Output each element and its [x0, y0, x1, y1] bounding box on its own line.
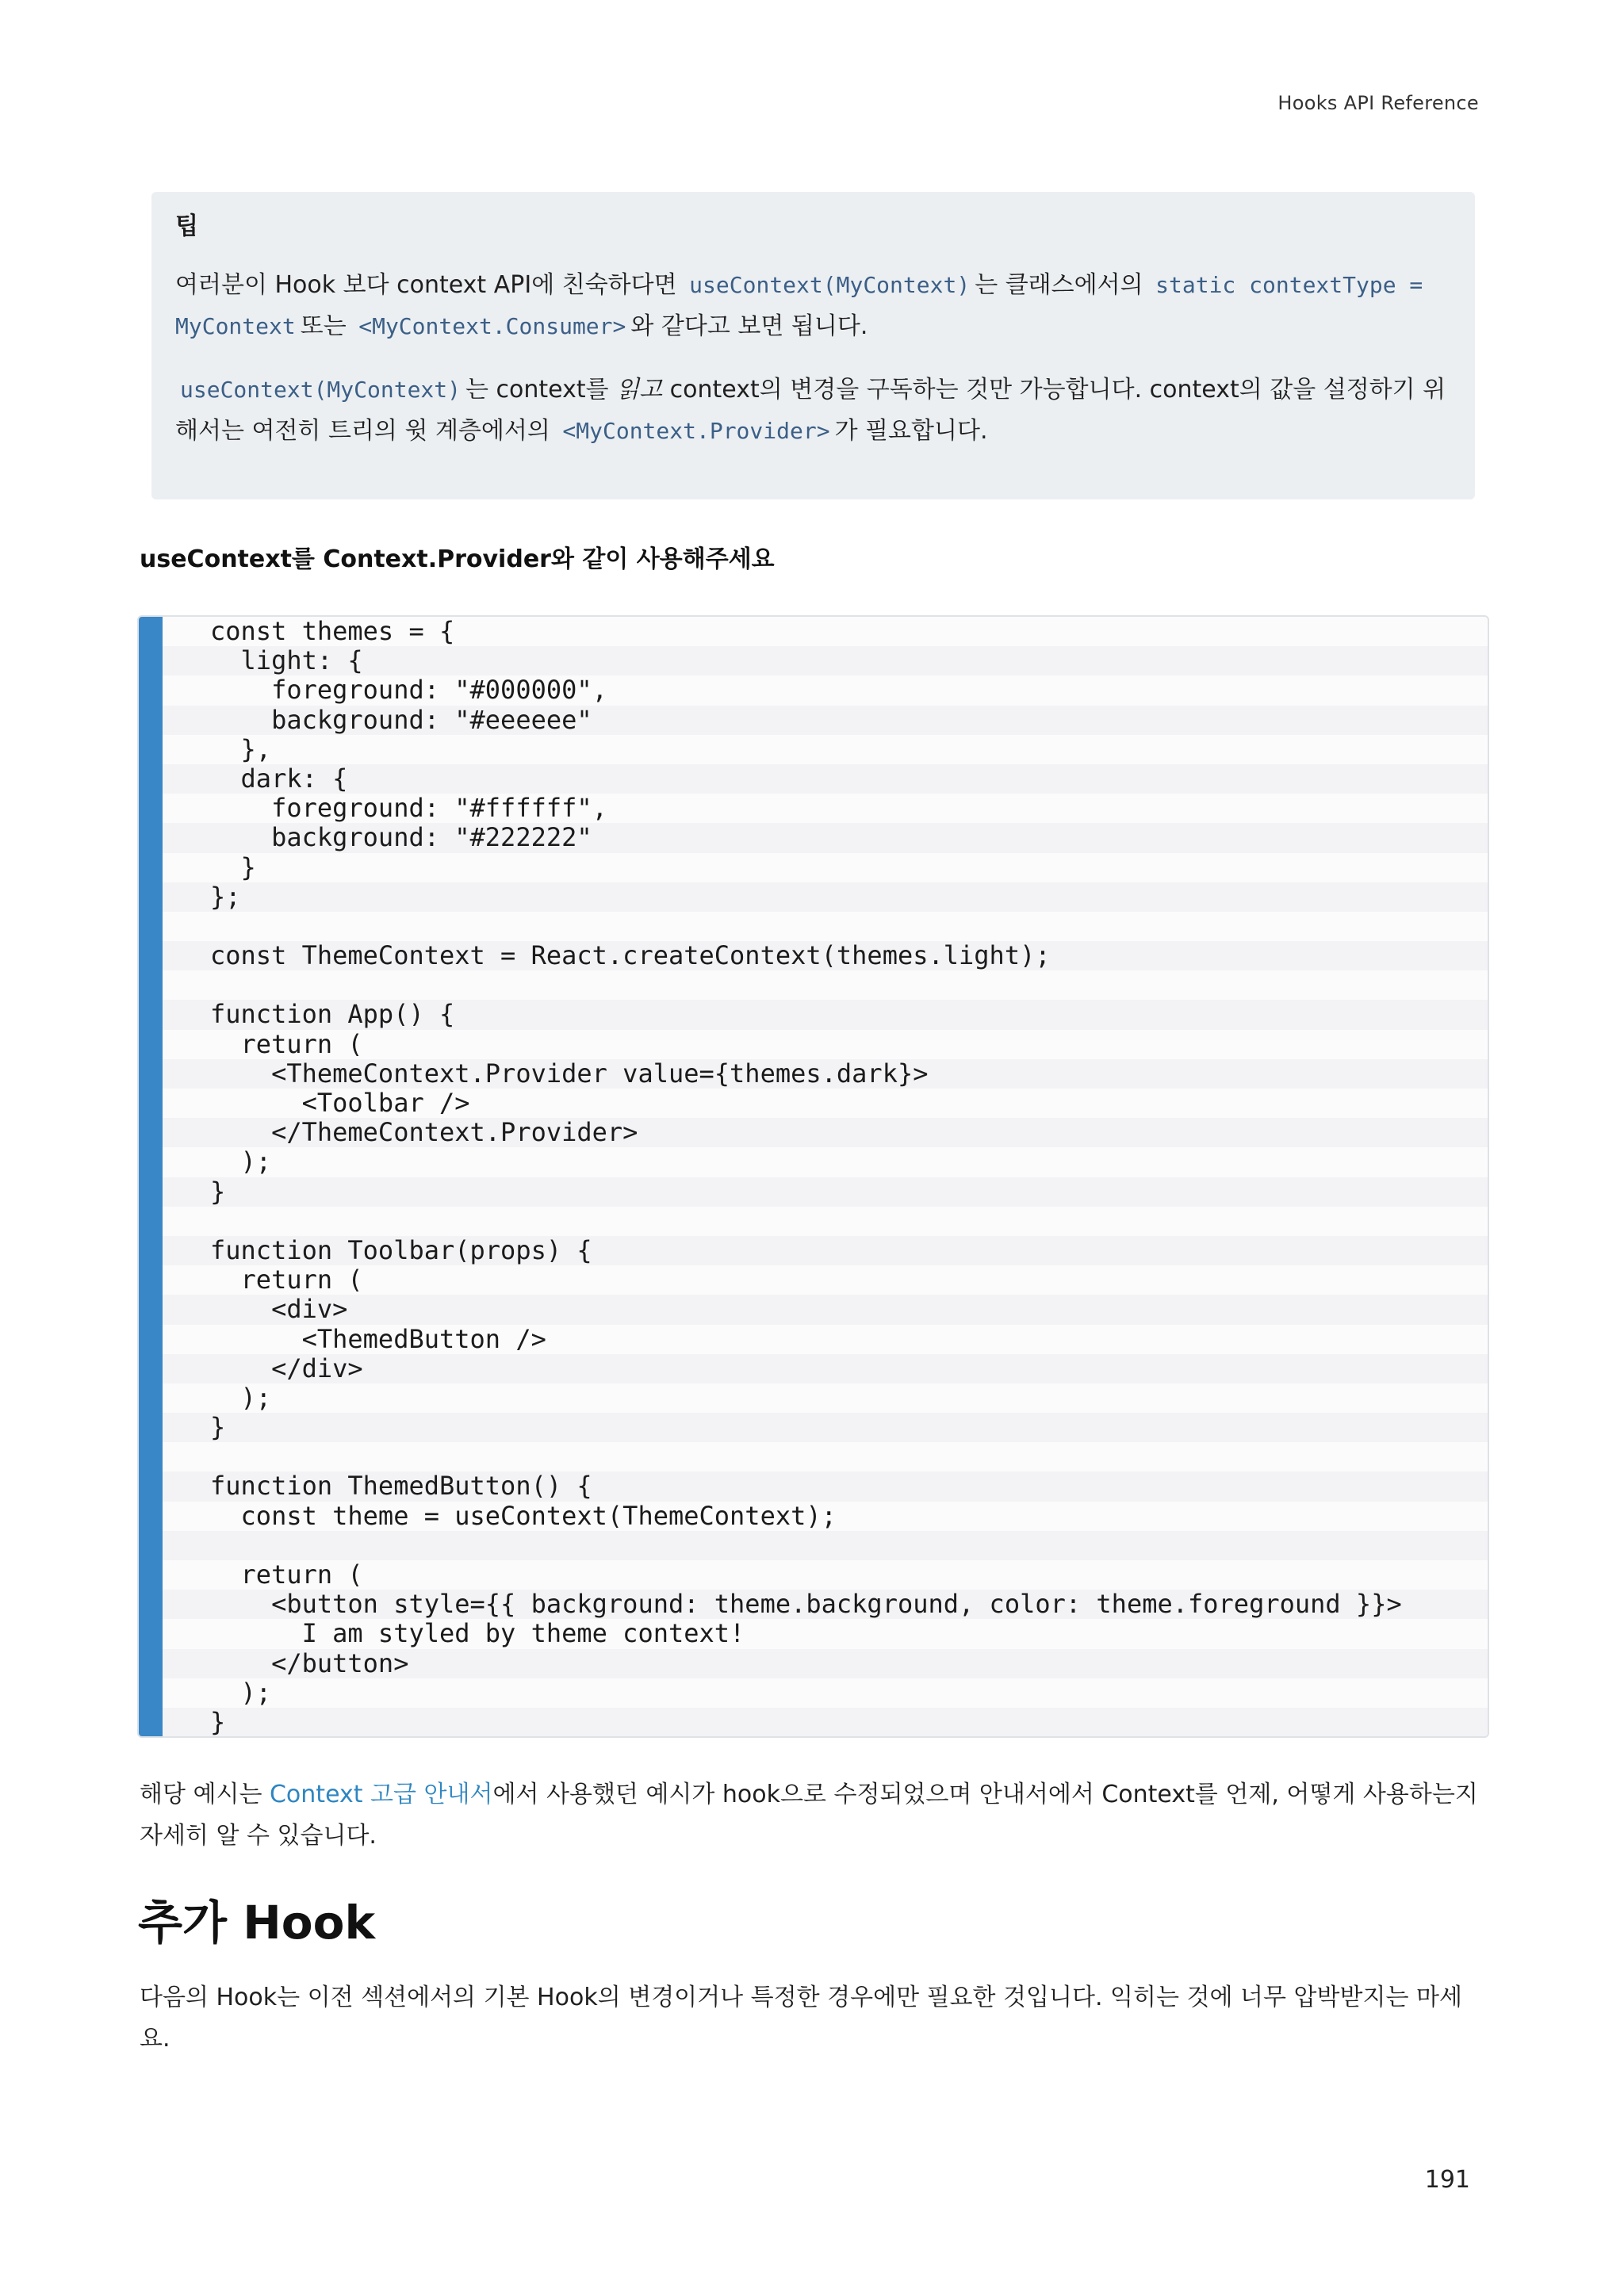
tip-paragraph-1 — [175, 265, 1450, 347]
code-line: ); — [210, 1677, 272, 1708]
code-line: </button> — [163, 1649, 1488, 1678]
code-line: function Toolbar(props) { — [163, 1236, 1488, 1265]
code-line: const theme = useContext(ThemeContext); — [210, 1500, 837, 1531]
code-line: return ( — [210, 1028, 363, 1059]
code-line: </div> — [163, 1354, 1488, 1383]
inline-code: static contextType = MyContext — [175, 272, 1423, 339]
tip-p1-text-1: 여러분이 Hook 보다 context API에 친숙하다면 — [175, 271, 677, 299]
after-code-paragraph — [140, 1774, 1488, 1857]
running-header: Hooks API Reference — [1277, 92, 1479, 114]
code-line: <Toolbar /> — [210, 1088, 470, 1118]
code-accent-bar — [139, 617, 163, 1736]
code-line: foreground: "#ffffff", — [210, 793, 607, 824]
tip-p2-text-2: context의 변경을 구독하는 것만 가능합니다. context의 값을 설정하기 위해서는 여전히 트리의 윗 계층에서의 — [175, 376, 1446, 445]
tip-p2-text-3: 가 필요합니다. — [834, 417, 988, 445]
additional-hooks-intro: 다음의 Hook는 이전 섹션에서의 기본 Hook의 변경이거나 특정한 경우에만 필요한 것입니다. 익히는 것에 너무 압박받지는 마세요. — [140, 1984, 1462, 2053]
after-code-text-1: 해당 예시는 — [140, 1781, 262, 1808]
inline-code: <MyContext.Consumer> — [358, 313, 626, 339]
code-line: function App() { — [163, 1000, 1488, 1029]
code-line — [163, 1531, 1488, 1560]
code-line: } — [163, 1413, 1488, 1442]
additional-hooks-heading: 추가 Hook — [138, 1896, 376, 1950]
code-line: background: "#222222" — [163, 823, 1488, 852]
code-line: return ( — [210, 1559, 363, 1590]
code-line: }; — [163, 882, 1488, 912]
code-line: foreground: "#000000", — [210, 675, 607, 706]
code-block — [137, 615, 1489, 1738]
tip-title: 팁 — [175, 212, 198, 240]
code-line: const themes = { — [210, 616, 455, 646]
code-line: ); — [210, 1382, 272, 1413]
code-line: dark: { — [163, 764, 1488, 794]
after-code-text-2: 에서 사용했던 예시가 hook으로 수정되었으며 안내서에서 Context를 언제, 어떻게 사용하는지 자세히 알 수 있습니다. — [140, 1781, 1478, 1850]
code-line: const ThemeContext = React.createContext(themes.light); — [163, 941, 1488, 970]
code-line — [163, 970, 1488, 1000]
code-line — [163, 1442, 1488, 1471]
code-line: I am styled by theme context! — [210, 1618, 745, 1649]
code-line: <ThemedButton /> — [210, 1323, 546, 1354]
tip-callout — [151, 192, 1475, 499]
tip-p1-text-2: 는 클래스에서의 — [975, 271, 1143, 299]
inline-code: <MyContext.Provider> — [562, 418, 830, 444]
code-line: <div> — [163, 1295, 1488, 1324]
tip-emphasis: 읽고 — [616, 376, 663, 404]
code-lines — [163, 617, 1488, 1737]
tip-p1-text-3: 또는 — [300, 312, 347, 340]
tip-paragraph-2 — [175, 369, 1450, 452]
code-line: <button style={{ background: theme.background, color: theme.foreground }}> — [163, 1590, 1488, 1619]
inline-code: useContext(MyContext) — [180, 377, 462, 403]
code-line: <ThemeContext.Provider value={themes.dark}> — [163, 1059, 1488, 1089]
code-line: background: "#eeeeee" — [163, 706, 1488, 735]
code-line: }, — [210, 733, 272, 764]
code-line: ); — [210, 1146, 272, 1177]
code-line: light: { — [163, 646, 1488, 675]
code-line: function ThemedButton() { — [163, 1471, 1488, 1501]
section-heading: useContext를 Context.Provider와 같이 사용해주세요 — [140, 545, 775, 573]
code-line — [163, 912, 1488, 941]
code-line: } — [163, 1708, 1488, 1737]
code-line: return ( — [210, 1265, 363, 1295]
context-guide-link[interactable]: Context 고급 안내서 — [269, 1781, 493, 1808]
inline-code: useContext(MyContext) — [689, 272, 971, 298]
code-line: </ThemeContext.Provider> — [163, 1118, 1488, 1147]
tip-p2-text-1: 는 context를 — [465, 376, 609, 404]
code-line — [163, 1207, 1488, 1236]
tip-p1-text-4: 와 같다고 보면 됩니다. — [630, 312, 868, 340]
code-line: } — [210, 851, 256, 882]
code-line: } — [163, 1177, 1488, 1207]
page-number: 191 — [1424, 2166, 1470, 2194]
